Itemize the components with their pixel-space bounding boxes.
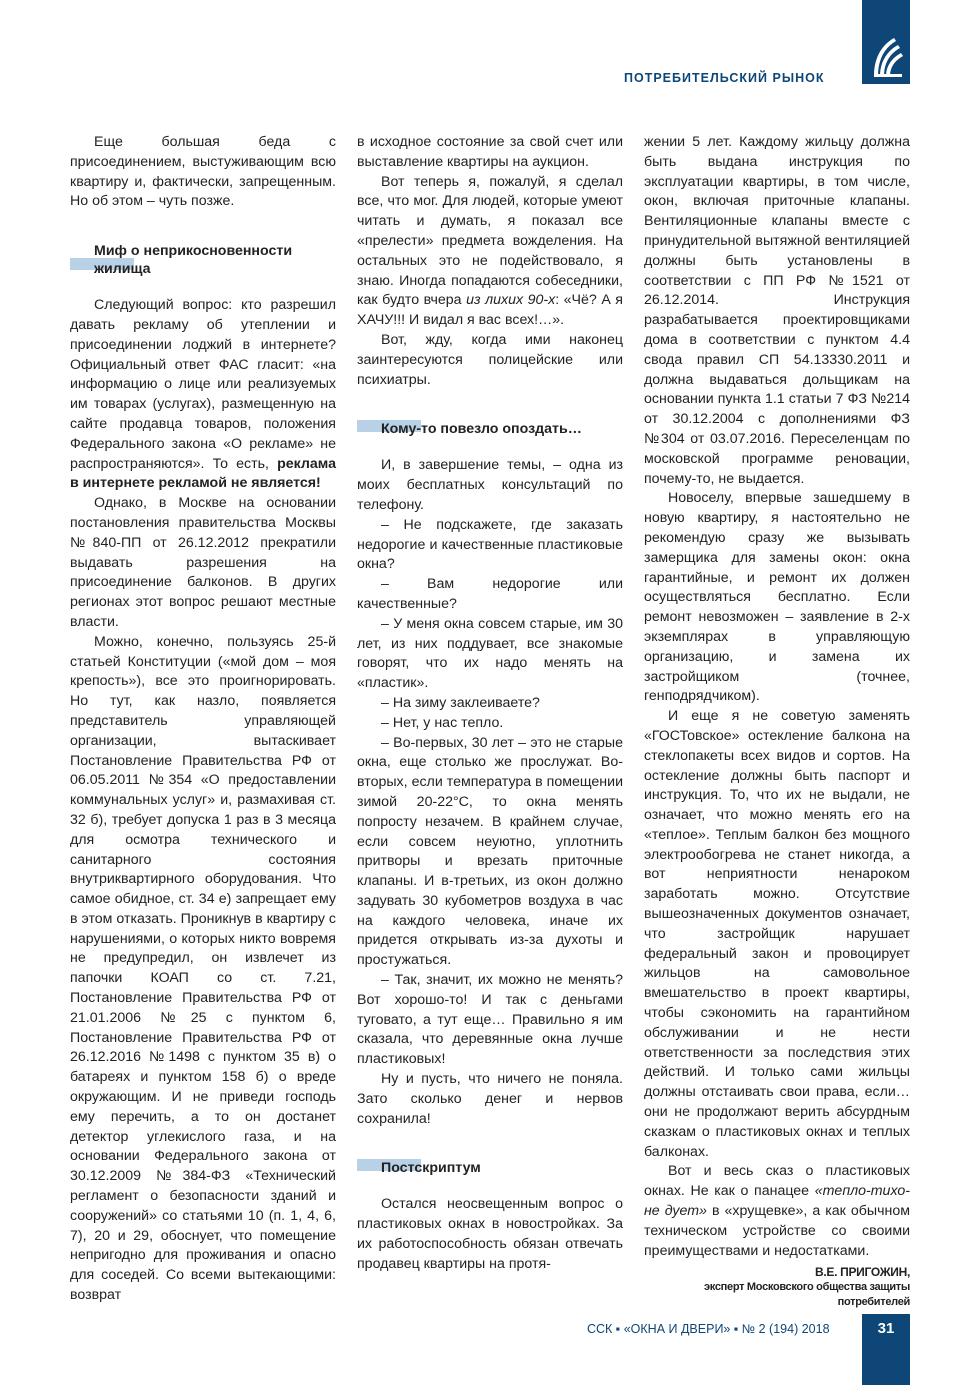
paragraph: Вот теперь я, пожалуй, я сделал все, что мог. Для людей, которые умеют читать и думать, я показал все «прелести» предмета вожделения. На остальных это не подействовало, я знаю. Иногда попадаются собеседники, как будто вчера из лихих 90-х: «Чё? А я ХАЧУ!!! И видал я вас всех!…». xyxy=(357,173,623,329)
paragraph: Следующий вопрос: кто разрешил давать рекламу об утеплении и присоединении лоджий в интернете? Официальный ответ ФАС гласит: «на информацию о лице или реализуемых им товарах (услугах), размещенную на сайте продавца товаров, положения Федерального закона «О рекламе» не распространяются». То есть, реклама в интернете рекламой не является! xyxy=(70,297,336,492)
paragraph: Однако, в Москве на основании постановления правительства Москвы №840-ПП от 26.12.2012 прекратили выдавать разрешения на присоединение балконов. В других регионах этот вопрос решают местные власти. xyxy=(70,495,336,630)
article-column-3 xyxy=(644,133,910,1310)
paragraph: в исходное состояние за свой счет или выставление квартиры на аукцион. xyxy=(357,134,623,170)
paragraph: – Не подскажете, где заказать недорогие и качественные пластиковые окна? xyxy=(357,516,623,573)
paragraph: – Во-первых, 30 лет – это не старые окна, еще столько же прослужат. Во-вторых, если температура в помещении зимой 20-22°С, то окна менять попросту незачем. В крайнем случае, если совсем неуютно, уплотнить притворы и врезать приточные клапаны. И в-третьих, из окон должно задувать 30 кубометров воздуха в час на каждого человека, иначе их придется открывать из-за духоты и простужаться. xyxy=(357,734,623,969)
section-title: ПОТРЕБИТЕЛЬСКИЙ РЫНОК xyxy=(624,71,825,85)
bold-emphasis: реклама в интернете рекламой не является! xyxy=(70,455,336,492)
paragraph: Новоселу, впервые зашедшему в новую квартиру, я настоятельно не рекомендую сразу же вызывать замерщика для замены окон: окна гарантийные, и ремонт их должен осуществляться бесплатно. Если ремонт невозможен – заявление в 2-х экземплярах в управляющую организацию, и замена их застройщиком (точнее, генподрядчиком). xyxy=(644,490,910,705)
paragraph: Еще большая беда с присоединением, выстуживающим всю квартиру и, фактически, запрещенным. Но об этом – чуть позже. xyxy=(70,134,336,210)
author-name: В.Е. ПРИГОЖИН, xyxy=(814,1265,910,1280)
header-color-bar xyxy=(862,0,910,84)
author-role: потребителей xyxy=(837,1296,910,1309)
subheading-late: Кому-то повезло опоздать… xyxy=(357,420,623,438)
paragraph: Вот, жду, когда ими наконец заинтересуются полицейские или психиатры. xyxy=(357,331,623,388)
paragraph: Вот и весь сказ о пластиковых окнах. Не как о панацее «тепло-тихо-не дует» в «хрущевке», а как обычном техническом устройстве со своими преимуществами и недостатками. xyxy=(644,1163,910,1259)
paragraph: И еще я не советую заменять «ГОСТовское» остекление балкона на стеклопакеты всех видов и сортов. На остекление должны быть паспорт и инструкция. То, что их не выдали, не означает, что можно менять его на «теплое». Теплым балкон без мощного электрообогрева не станет никогда, а вот неприятности ненароком заработать можно. Отсутствие вышеозначенных документов означает, что застройщик нарушает федеральный закон и провоцирует жильцов на самовольное вмешательство в проект квартиры, чтобы сэкономить на гарантийном обслуживании и не нести ответственности за последствия этих действий. И только сами жильцы должны отстаивать свои права, если… они не продолжают верить абсурдным сказкам о пластиковых окнах и теплых балконах. xyxy=(644,708,910,1160)
paragraph: жении 5 лет. Каждому жильцу должна быть выдана инструкция по эксплуатации квартиры, в том числе, окон, включая приточные клапаны. Вентиляционные клапаны вместе с принудительной вытяжной вентиляцией должны быть установлены в соответствии с ПП РФ №1521 от 26.12.2014. Инструкция разрабатывается проектировщиками дома в соответствии с пунктом 4.4 свода правил СП 54.13330.2011 и должна выдаваться дольщикам на основании пункта 1.1 статьи 7 ФЗ №214 от 30.12.2004 с дополнениями ФЗ №304 от 03.07.2016. Переселенцам по московской программе реновации, почему-то, не выдается. xyxy=(644,134,910,487)
paragraph: – Вам недорогие или качественные? xyxy=(357,576,623,612)
page-number: 31 xyxy=(877,1320,895,1337)
author-signature xyxy=(644,1265,910,1310)
article-column-1 xyxy=(70,133,336,1306)
paragraph: – У меня окна совсем старые, им 30 лет, из них поддувает, все знакомые говорят, что их надо менять на «пластик». xyxy=(357,615,623,692)
article-column-2 xyxy=(357,133,623,1275)
author-role: эксперт Московского общества защиты xyxy=(704,1281,910,1294)
paragraph: Ну и пусть, что ничего не поняла. Зато сколько денег и нервов сохранила! xyxy=(357,1071,623,1127)
paragraph: – На зиму заклеиваете? xyxy=(381,694,540,711)
page-number-box xyxy=(862,1314,910,1385)
subheading-myth: Миф о неприкосновенности жилища xyxy=(70,242,336,278)
paragraph: – Нет, у нас тепло. xyxy=(381,714,504,731)
window-logo-icon xyxy=(868,36,904,80)
publication-info: ССК ▪ «ОКНА И ДВЕРИ» ▪ № 2 (194) 2018 xyxy=(587,1322,830,1336)
paragraph: Можно, конечно, пользуясь 25-й статьей Конституции («мой дом – моя крепость»), все это проигнорировать. Но тут, как назло, появляется представитель управляющей организации, вытаскивает Постановление Правительства РФ от 06.05.2011 №354 «О предоставлении коммунальных услуг» и, размахивая ст. 32 б), требует допуска 1 раз в 3 месяца для осмотра технического и санитарного состояния внутриквартирного оборудования. Что самое обидное, ст. 34 е) запрещает ему в этом отказать. Проникнув в квартиру с нарушениями, о которых никто вовремя не предупредил, он извлечет из папочки КОАП со ст. 7.21, Постановление Правительства РФ от 21.01.2006 №25 с пунктом 6, Постановление Правительства РФ от 26.12.2016 №1498 с пунктом 35 в) о батареях и пунктом 158 б) о вреде окружающим. И не приведи господь ему перечить, а то он достанет детектор углекислого газа, и на основании Федерального закона от 30.12.2009 №384-ФЗ «Технический регламент о безопасности зданий и сооружений» со статьями 10 (п. 1, 4, 6, 7), 20 и 29, обоснует, что помещение непригодно для проживания и опасно для соседей. Со всеми вытекающими: возврат xyxy=(70,633,336,1304)
paragraph: Остался неосвещенным вопрос о пластиковых окнах в новостройках. За их работоспособность обязан отвечать продавец квартиры на протя- xyxy=(357,1196,623,1272)
paragraph: И, в завершение темы, – одна из моих бесплатных консультаций по телефону. xyxy=(357,457,623,513)
paragraph: – Так, значит, их можно не менять? Вот хорошо-то! И так с деньгами туговато, а тут еще… Правильно я им сказала, что деревянные окна лучше пластиковых! xyxy=(357,972,623,1068)
subheading-postscript: Постскриптум xyxy=(357,1159,623,1177)
